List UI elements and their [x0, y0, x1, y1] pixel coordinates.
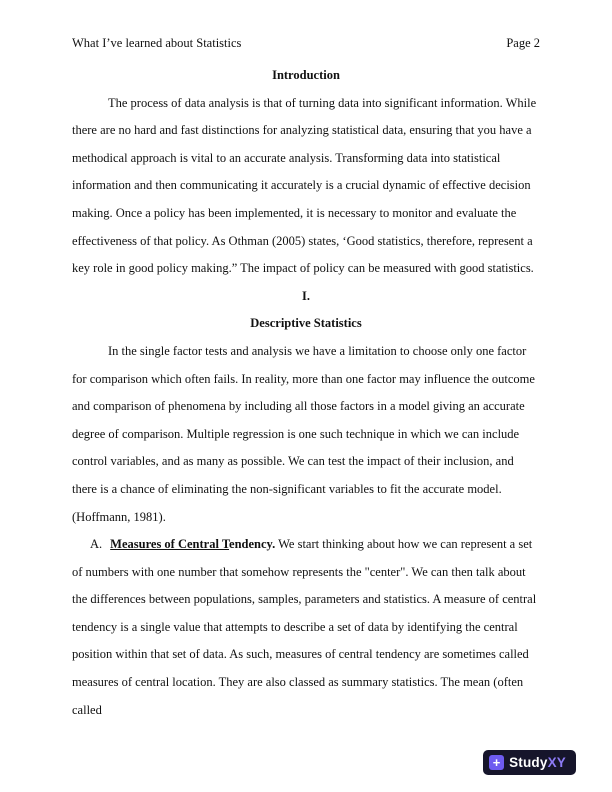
heading-introduction: Introduction: [272, 68, 340, 82]
studyxy-logo: [483, 750, 576, 775]
page-number: Page 2: [506, 36, 540, 50]
logo-wordmark: [509, 755, 566, 770]
section-number: I.: [302, 288, 310, 303]
paragraph-measures-of-central-tendency: [72, 531, 540, 724]
list-label-a: A.: [90, 537, 103, 552]
plus-icon: +: [489, 755, 504, 770]
subheading-measures-rest: endency.: [229, 537, 276, 552]
document-body: [72, 62, 540, 724]
subheading-measures-underlined: Measures of Central T: [110, 537, 230, 552]
paragraph-introduction: The process of data analysis is that of turning data into significant information. While there are no hard and fast distinctions for analyzing statistical data, ensuring that you have a methodical approach is vital to an accurate analysis. Transforming data into statistical information and then communicating it accurately is a crucial dynamic of effective decision making. Once a policy has been implemented, it is necessary to monitor and evaluate the effectiveness of that policy. As Othman (2005) states, ‘Good statistics, therefore, represent a key role in good policy making.” The impact of policy can be measured with good statistics.: [72, 95, 537, 276]
heading-descriptive-statistics: Descriptive Statistics: [250, 316, 362, 331]
running-header-title: What I’ve learned about Statistics: [72, 36, 242, 50]
running-header: [72, 36, 540, 51]
logo-text-xy: XY: [547, 755, 566, 770]
logo-text-study: Study: [509, 755, 548, 770]
paragraph-descriptive-statistics: In the single factor tests and analysis we have a limitation to choose only one factor for comparison which often fails. In reality, more than one factor may influence the outcome and comparison of phenomena by including all those factors in a model giving an accurate degree of comparison. Multiple regression is one such technique in which we can include control variables, and as many as possible. We can test the impact of their inclusion, and there is a chance of eliminating the non-significant variables to fit the accurate model. (Hoffmann, 1981).: [72, 343, 535, 524]
paragraph-measures-body: We start thinking about how we can represent a set of numbers with one number that somehow represents the "center". We can then talk about the differences between populations, samples, parameters and statistics. A measure of central tendency is a single value that attempts to describe a set of data by identifying the central position within that set of data. As such, measures of central tendency are sometimes called measures of central location. They are also classed as summary statistics. The mean (often called: [72, 537, 537, 717]
